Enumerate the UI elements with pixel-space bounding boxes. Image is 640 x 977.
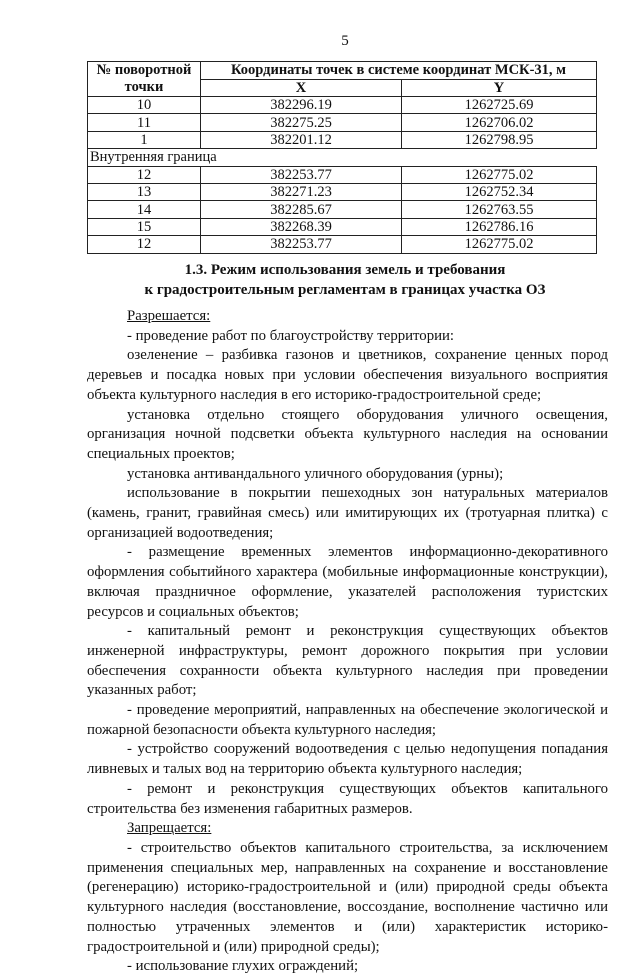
page-number: 5 (341, 33, 349, 49)
prohibited-item: - использование глухих ограждений; (127, 958, 359, 975)
document-body (87, 307, 608, 977)
cell-x: 382296.19 (201, 97, 402, 114)
cell-x: 382275.25 (201, 114, 402, 131)
cell-x: 382253.77 (201, 166, 402, 183)
allowed-item: использование в покрытии пешеходных зон натуральных материалов (камень, гранит, гравийная смесь) или имитирующих их (тротуарная плитка) с организацией водоотведения; (87, 485, 608, 541)
section-title-line1: 1.3. Режим использования земель и требования (184, 262, 506, 278)
cell-x: 382285.67 (201, 201, 402, 218)
header-x: X (201, 79, 402, 97)
cell-point: 10 (88, 97, 201, 114)
cell-x: 382201.12 (201, 131, 402, 148)
cell-y: 1262725.69 (402, 97, 597, 114)
allowed-item: - проведение работ по благоустройству территории: (127, 327, 455, 344)
table-row (88, 131, 597, 148)
inner-boundary-label: Внутренняя граница (88, 149, 597, 166)
cell-point: 15 (88, 218, 201, 235)
allowed-item: - проведение мероприятий, направленных на обеспечение экологической и пожарной безопасности объекта культурного наследия; (87, 702, 608, 738)
cell-y: 1262763.55 (402, 201, 597, 218)
allowed-item: установка отдельно стоящего оборудования уличного освещения, организация ночной подсветки объекта культурного наследия на основании специальных проектов; (87, 406, 608, 462)
table-header-row (88, 62, 597, 80)
table-row (88, 201, 597, 218)
cell-point: 1 (88, 131, 201, 148)
cell-y: 1262706.02 (402, 114, 597, 131)
section-title-line2: к градостроительным регламентам в границах участка ОЗ (144, 282, 546, 298)
allowed-item: - капитальный ремонт и реконструкция существующих объектов инженерной инфраструктуры, ремонт дорожного покрытия при условии обеспечения сохранности объекта культурного наследия при проведении указанных работ; (87, 623, 608, 699)
table-row (88, 97, 597, 114)
allowed-item: озеленение – разбивка газонов и цветников, сохранение ценных пород деревьев и посадка новых при условии обеспечения визуального восприятия объекта культурного наследия в его историко-градостроительной среде; (87, 347, 608, 403)
cell-point: 11 (88, 114, 201, 131)
prohibited-item: - строительство объектов капитального строительства, за исключением применения специальных мер, направленных на сохранение и восстановление (регенерацию) историко-градостроительной и (или) природной среды объекта культурного наследия (восстановление, воссоздание, восполнение частично или полностью утраченных элементов и (или) характеристик историко-градостроительной и (или) природной среды); (87, 839, 608, 955)
table-row (88, 166, 597, 183)
cell-x: 382253.77 (201, 236, 402, 253)
cell-x: 382268.39 (201, 218, 402, 235)
table-row (88, 114, 597, 131)
cell-y: 1262786.16 (402, 218, 597, 235)
cell-y: 1262798.95 (402, 131, 597, 148)
allowed-item: установка антивандального уличного оборудования (урны); (127, 465, 504, 482)
allowed-heading: Разрешается: (127, 308, 211, 324)
cell-y: 1262775.02 (402, 166, 597, 183)
allowed-item: - устройство сооружений водоотведения с целью недопущения попадания ливневых и талых вод на территорию объекта культурного наследия; (87, 741, 608, 778)
table-section-row (88, 149, 597, 166)
cell-point: 12 (88, 236, 201, 253)
section-title (80, 260, 610, 300)
header-point: № поворотной точки (88, 62, 201, 97)
cell-point: 14 (88, 201, 201, 218)
allowed-item: - ремонт и реконструкция существующих объектов капитального строительства без изменения габаритных размеров. (87, 780, 608, 817)
header-coords: Координаты точек в системе координат МСК-31, м (201, 62, 597, 80)
table-row (88, 218, 597, 235)
coordinates-table (87, 61, 597, 254)
cell-x: 382271.23 (201, 183, 402, 200)
cell-point: 12 (88, 166, 201, 183)
table-row (88, 183, 597, 200)
header-y: Y (402, 79, 597, 97)
prohibited-heading: Запрещается: (127, 820, 212, 837)
table-row (88, 236, 597, 253)
cell-y: 1262775.02 (402, 236, 597, 253)
allowed-item: - размещение временных элементов информационно-декоративного оформления событийного характера (мобильные информационные конструкции), включая праздничное оформление, указателей расположения туристских ресурсов и социальных объектов; (87, 544, 608, 620)
cell-y: 1262752.34 (402, 183, 597, 200)
cell-point: 13 (88, 183, 201, 200)
